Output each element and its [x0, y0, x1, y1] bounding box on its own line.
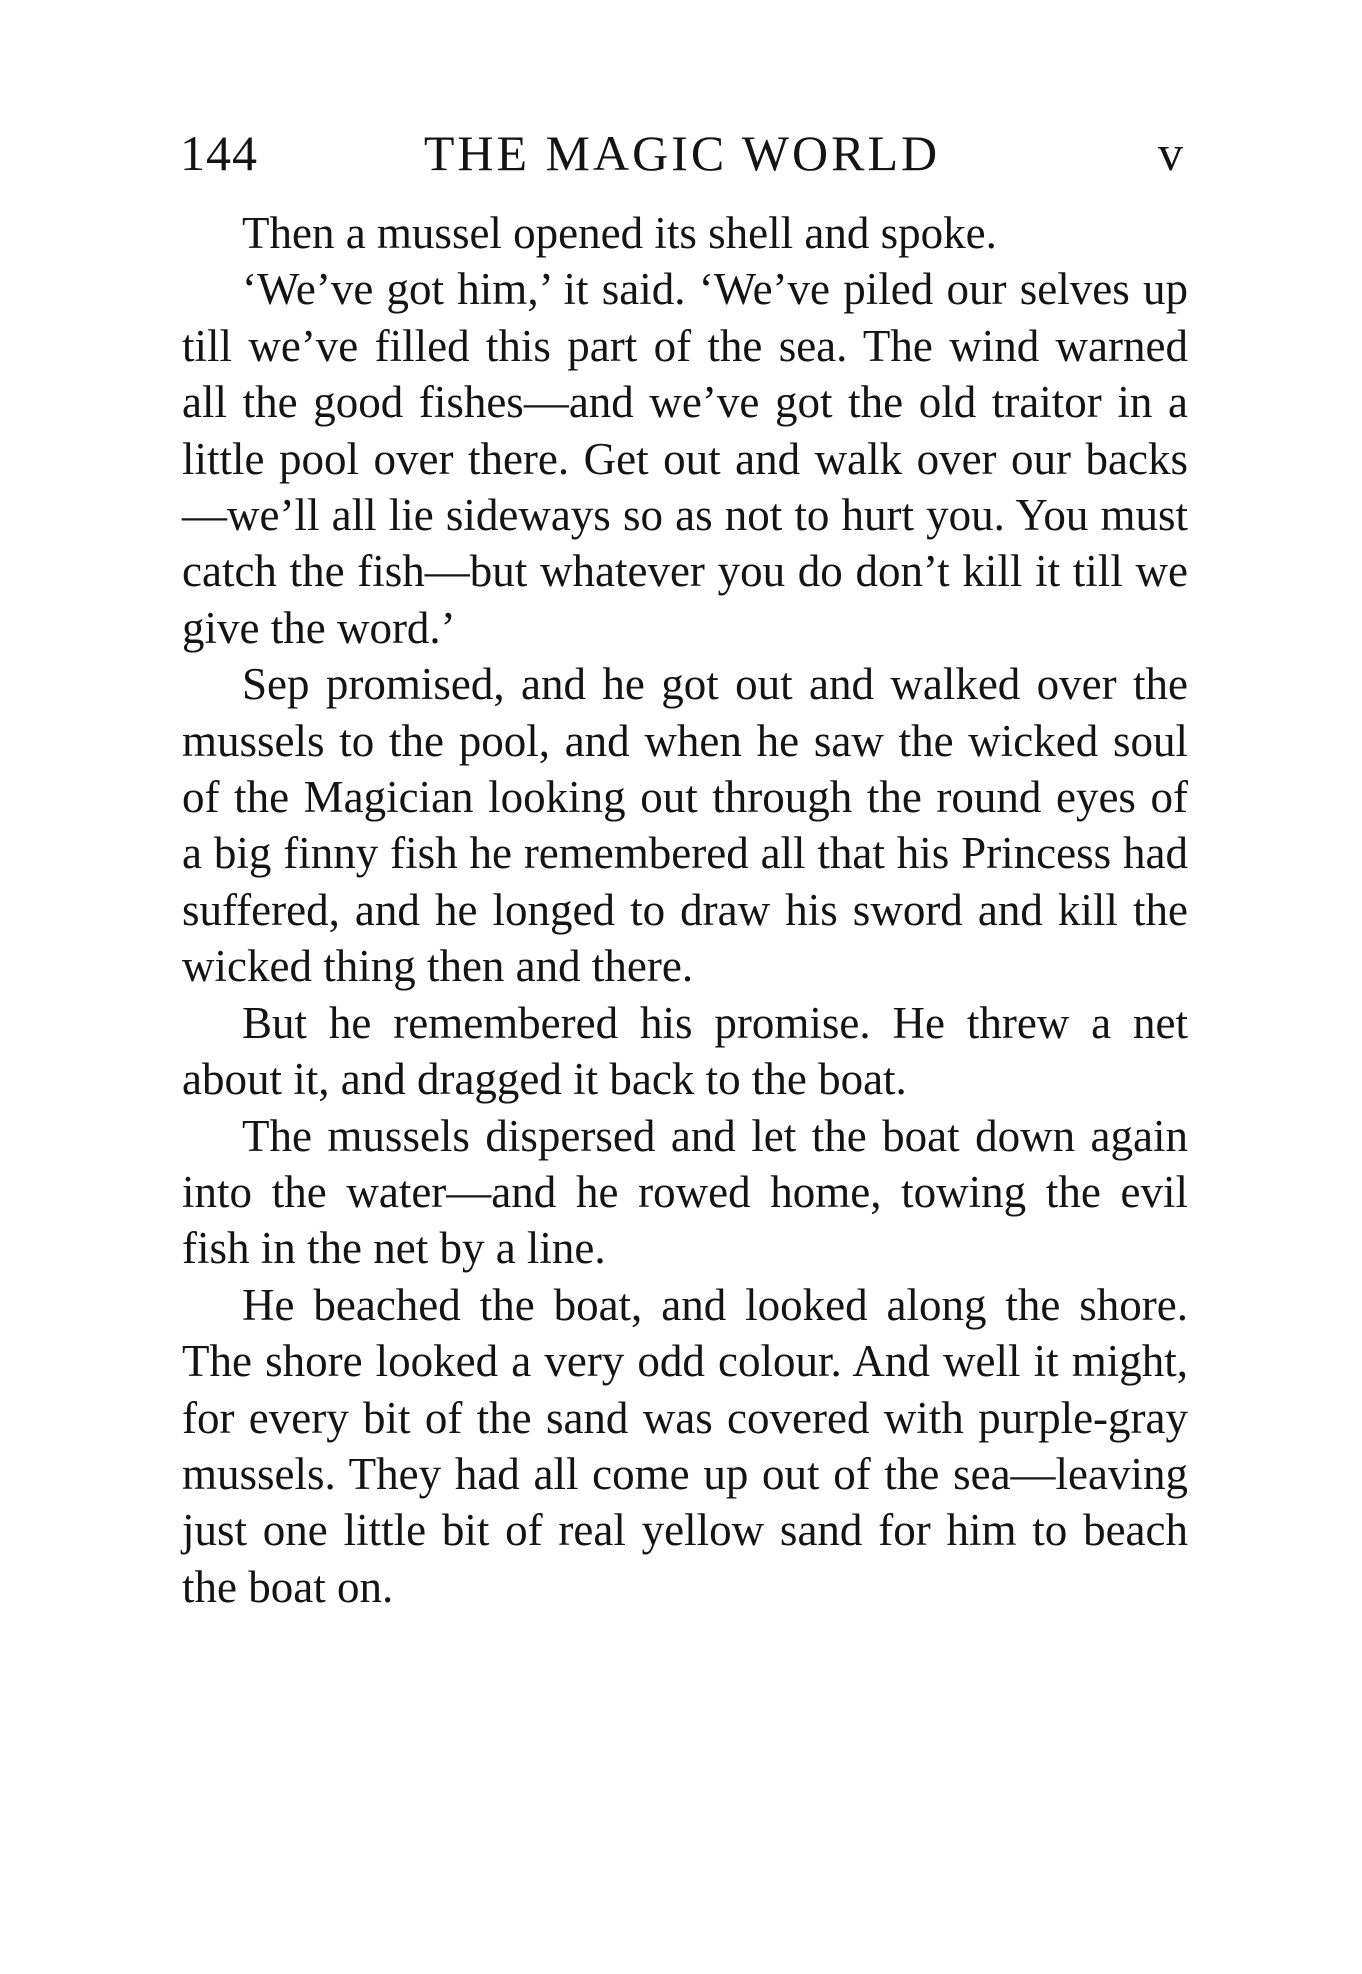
paragraph: The mussels dispersed and let the boat down again into the water—and he rowed home, towing the evil fish in the net by a line. — [182, 1110, 1188, 1274]
paragraph: Then a mussel opened its shell and spoke. — [242, 208, 997, 258]
paragraph: But he remembered his promise. He threw a net about it, and dragged it back to the boat. — [182, 997, 1188, 1105]
body-text — [182, 205, 1188, 1615]
paragraph: ‘We’ve got him,’ it said. ‘We’ve piled our selves up till we’ve filled this part of the sea. The wind warned all the good fishes—and we’ve got the old traitor in a little pool over there. Get out and walk over our backs—we’ll all lie sideways so as not to hurt you. You must catch the fish—but whatever you do don’t kill it till we give the word.’ — [182, 264, 1188, 653]
paragraph: He beached the boat, and looked along the shore. The shore looked a very odd colour. And well it might, for every bit of the sand was covered with purple-gray mussels. They had all come up out of the sea—leaving just one little bit of real yellow sand for him to beach the boat on. — [182, 1279, 1188, 1612]
paragraph: Sep promised, and he got out and walked over the mussels to the pool, and when he saw the wicked soul of the Magician looking out through the round eyes of a big finny fish he remembered all that his Princess had suffered, and he longed to draw his sword and kill the wicked thing then and there. — [182, 659, 1188, 992]
page-header — [180, 118, 1184, 188]
chapter-mark: v — [1158, 125, 1184, 181]
page-number: 144 — [180, 125, 258, 181]
running-title: THE MAGIC WORLD — [423, 125, 941, 181]
